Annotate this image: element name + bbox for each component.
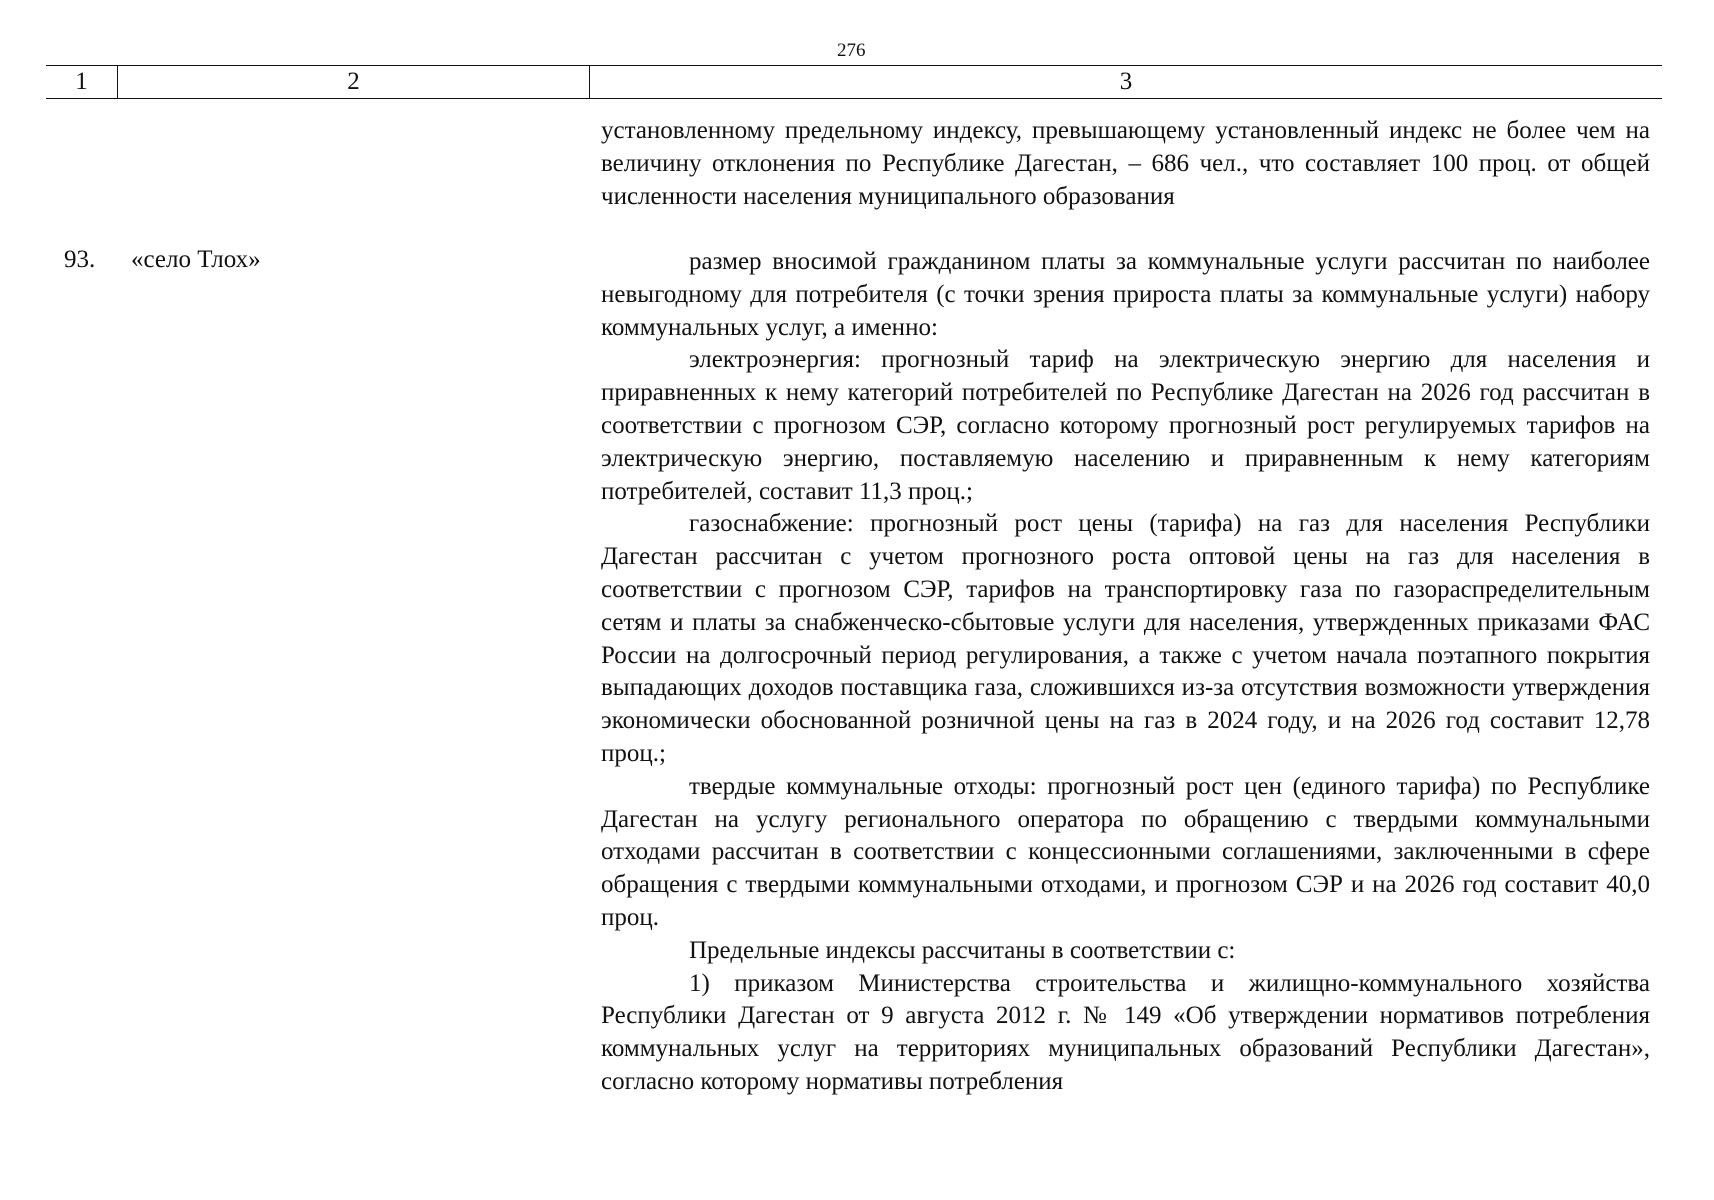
paragraph-order: 1) приказом Министерства строительства и жилищно-коммунального хозяйства Республики Дагестан от 9 августа 2012 г. № 149 «Об утверждении нормативов потребления коммунальных услуг на территориях муниципальных образований Республики Дагестан», согласно которому нормативы потребления <box>601 969 1650 1095</box>
table-header-row <box>46 65 1662 99</box>
header-col-3: 3 <box>589 66 1662 98</box>
paragraph-indices: Предельные индексы рассчитаны в соответствии с: <box>689 936 1236 964</box>
header-col-1: 1 <box>75 68 88 95</box>
entry-text <box>601 246 1650 1099</box>
paragraph-waste: твердые коммунальные отходы: прогнозный рост цен (единого тарифа) по Республике Дагестан на услугу регионального оператора по обращению с твердыми коммунальными отходами рассчитан в соответствии с концессионными соглашениями, заключенными в сфере обращения с твердыми коммунальными отходами, и прогнозом СЭР и на 2026 год составит 40,0 проц. <box>601 772 1650 931</box>
page-number: 276 <box>837 40 866 61</box>
paragraph-gas: газоснабжение: прогнозный рост цены (тарифа) на газ для населения Республики Дагестан рассчитан с учетом прогнозного роста оптовой цены на газ для населения в соответствии с прогнозом СЭР, тарифов на транспортировку газа по газораспределительным сетям и платы за снабженческо-сбытовые услуги для населения, утвержденных приказами ФАС России на долгосрочный период регулирования, а также с учетом начала поэтапного покрытия выпадающих доходов поставщика газа, сложившихся из-за отсутствия возможности утверждения экономически обоснованной розничной цены на газ в 2024 году, и на 2026 год составит 12,78 проц.; <box>601 510 1650 767</box>
prev-entry-paragraph: установленному предельному индексу, превышающему установленный индекс не более чем на величину отклонения по Республике Дагестан, – 686 чел., что составляет 100 проц. от общей численности населения муниципального образования <box>601 117 1650 210</box>
header-col-2: 2 <box>117 66 589 98</box>
prev-entry-text <box>601 115 1650 213</box>
paragraph-intro: размер вносимой гражданином платы за коммунальные услуги рассчитан по наиболее невыгодному для потребителя (с точки зрения прироста платы за коммунальные услуги) набору коммунальных услуг, а именно: <box>601 248 1650 341</box>
paragraph-electricity: электроэнергия: прогнозный тариф на электрическую энергию для населения и приравненных к нему категорий потребителей по Республике Дагестан на 2026 год рассчитан в соответствии с прогнозом СЭР, согласно которому прогнозный рост регулируемых тарифов на электрическую энергию, поставляемую населению и приравненным к нему категориям потребителей, составит 11,3 проц.; <box>601 346 1650 505</box>
entry-name: «село Тлох» <box>131 246 261 273</box>
entry-number: 93. <box>64 246 96 273</box>
